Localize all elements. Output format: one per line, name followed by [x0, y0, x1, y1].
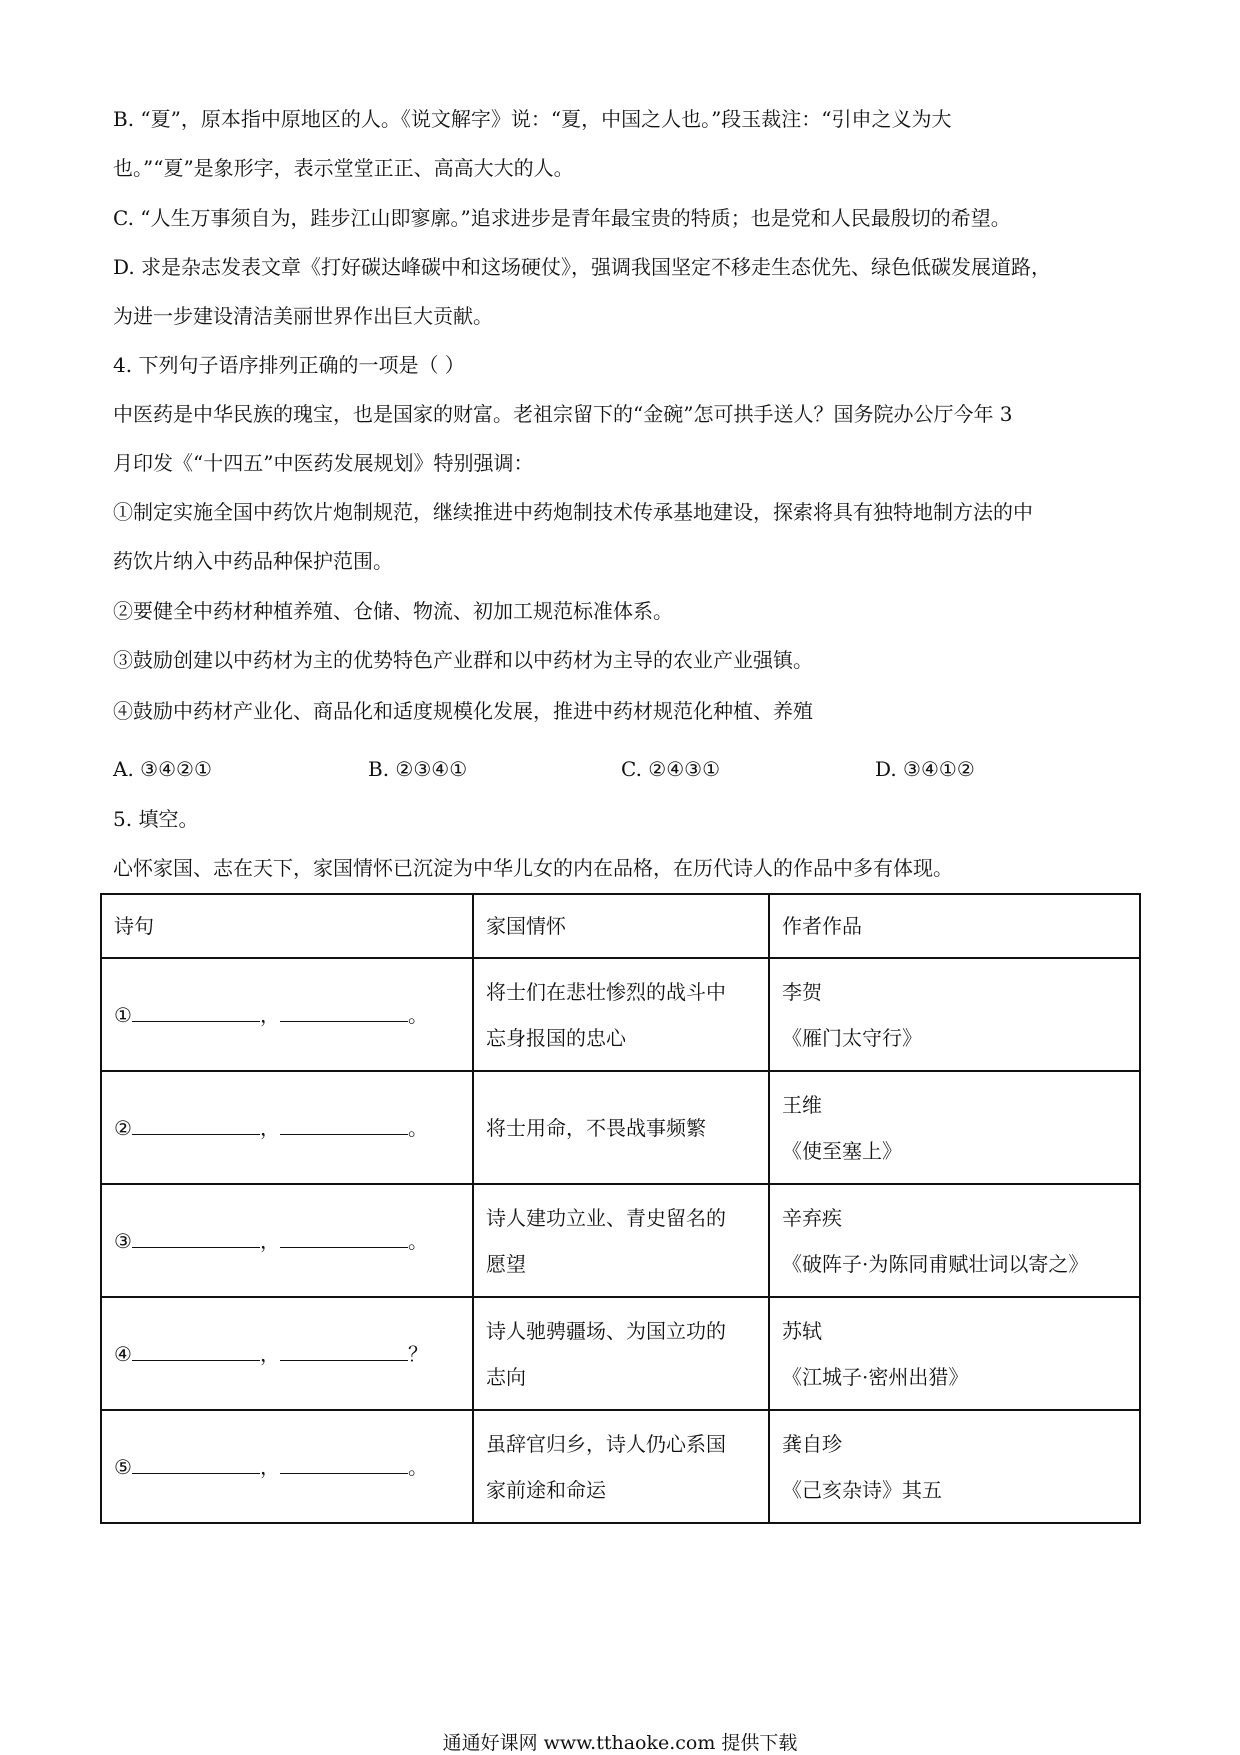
table-row [101, 1184, 1140, 1297]
q4-question: 4. 下列句子语序排列正确的一项是（ ） [113, 353, 465, 377]
sentiment-line1: 将士们在悲壮惨烈的战斗中 [486, 979, 726, 1004]
poem-table [100, 893, 1141, 1524]
separator: ， [259, 1341, 280, 1366]
end-punct: ？ [407, 1341, 428, 1366]
author-work-cell [769, 1410, 1140, 1523]
item-number: ⑤ [114, 1454, 132, 1479]
q4-option-a: A. ③④②① [113, 757, 212, 781]
q4-sentence-1-line2: 药饮片纳入中药品种保护范围。 [113, 549, 393, 573]
answer-blank[interactable] [280, 999, 408, 1022]
fill-in-cell [101, 1410, 473, 1523]
q4-option-d: D. ③④①② [875, 757, 975, 781]
author-work-cell [769, 1297, 1140, 1410]
sentiment-line2: 志向 [486, 1364, 526, 1389]
author-work-cell [769, 1184, 1140, 1297]
work-title: 《己亥杂诗》其五 [782, 1477, 942, 1502]
author-name: 王维 [782, 1092, 822, 1117]
q3-option-d-line1: D. 求是杂志发表文章《打好碳达峰碳中和这场硬仗》，强调我国坚定不移走生态优先、绿色低碳发展道路， [113, 255, 1052, 279]
q4-intro-line2: 月印发《“十四五”中医药发展规划》特别强调： [113, 451, 534, 475]
footer-watermark: 通通好课网 www.tthaoke.com 提供下载 [442, 1732, 798, 1754]
fill-in-cell [101, 1297, 473, 1410]
header-sentiment: 家国情怀 [473, 894, 769, 958]
answer-blank[interactable] [280, 1338, 408, 1361]
sentiment-line2: 家前途和命运 [486, 1477, 606, 1502]
end-punct: 。 [407, 1115, 428, 1140]
answer-blank[interactable] [132, 999, 260, 1022]
end-punct: 。 [407, 1454, 428, 1479]
answer-blank[interactable] [280, 1112, 408, 1135]
table-row [101, 1410, 1140, 1523]
sentiment-cell [473, 1297, 769, 1410]
fill-in-cell [101, 1184, 473, 1297]
q4-sentence-3: ③鼓励创建以中药材为主的优势特色产业群和以中药材为主导的农业产业强镇。 [113, 648, 813, 672]
answer-blank[interactable] [280, 1451, 408, 1474]
author-work-cell [769, 1071, 1140, 1184]
q5-question: 5. 填空。 [113, 807, 199, 831]
sentiment-line1: 诗人驰骋疆场、为国立功的 [486, 1318, 726, 1343]
header-poem-line: 诗句 [101, 894, 473, 958]
answer-blank[interactable] [132, 1225, 260, 1248]
sentiment-line2: 愿望 [486, 1251, 526, 1276]
separator: ， [259, 1454, 280, 1479]
author-name: 苏轼 [782, 1318, 822, 1343]
author-name: 辛弃疾 [782, 1205, 842, 1230]
sentiment-line2: 忘身报国的忠心 [486, 1025, 626, 1050]
item-number: ② [114, 1115, 132, 1140]
fill-in-cell [101, 1071, 473, 1184]
separator: ， [259, 1002, 280, 1027]
table-row [101, 1071, 1140, 1184]
sentiment-line1: 将士用命，不畏战事频繁 [486, 1115, 706, 1140]
separator: ， [259, 1228, 280, 1253]
work-title: 《江城子·密州出猎》 [782, 1364, 969, 1389]
work-title: 《雁门太守行》 [782, 1025, 922, 1050]
sentiment-cell [473, 958, 769, 1071]
author-work-cell [769, 958, 1140, 1071]
q3-option-b-line2: 也。”“夏”是象形字，表示堂堂正正、高高大大的人。 [113, 156, 574, 180]
header-author-work: 作者作品 [769, 894, 1140, 958]
q4-sentence-4: ④鼓励中药材产业化、商品化和适度规模化发展，推进中药材规范化种植、养殖 [113, 699, 813, 723]
sentiment-line1: 诗人建功立业、青史留名的 [486, 1205, 726, 1230]
q3-option-b-line1: B. “夏”，原本指中原地区的人。《说文解字》说：“夏，中国之人也。”段玉裁注：“引申之义为大 [113, 107, 952, 131]
q3-option-d-line2: 为进一步建设清洁美丽世界作出巨大贡献。 [113, 304, 493, 328]
table-header-row [101, 894, 1140, 958]
end-punct: 。 [407, 1228, 428, 1253]
end-punct: 。 [407, 1002, 428, 1027]
answer-blank[interactable] [132, 1451, 260, 1474]
answer-blank[interactable] [132, 1112, 260, 1135]
q4-sentence-1-line1: ①制定实施全国中药饮片炮制规范，继续推进中药炮制技术传承基地建设，探索将具有独特地制方法的中 [113, 500, 1033, 524]
q3-option-c: C. “人生万事须自为，跬步江山即寥廓。”追求进步是青年最宝贵的特质；也是党和人民最殷切的希望。 [113, 206, 1011, 230]
item-number: ④ [114, 1341, 132, 1366]
work-title: 《使至塞上》 [782, 1138, 902, 1163]
item-number: ① [114, 1002, 132, 1027]
table-row [101, 958, 1140, 1071]
q4-sentence-2: ②要健全中药材种植养殖、仓储、物流、初加工规范标准体系。 [113, 599, 673, 623]
q5-intro: 心怀家国、志在天下，家国情怀已沉淀为中华儿女的内在品格，在历代诗人的作品中多有体现。 [113, 856, 953, 880]
q4-option-b: B. ②③④① [368, 757, 468, 781]
sentiment-cell [473, 1184, 769, 1297]
q4-intro-line1: 中医药是中华民族的瑰宝，也是国家的财富。老祖宗留下的“金碗”怎可拱手送人？国务院办公厅今年 3 [113, 402, 1013, 426]
item-number: ③ [114, 1228, 132, 1253]
sentiment-cell [473, 1071, 769, 1184]
answer-blank[interactable] [280, 1225, 408, 1248]
sentiment-cell [473, 1410, 769, 1523]
author-name: 李贺 [782, 979, 822, 1004]
sentiment-line1: 虽辞官归乡，诗人仍心系国 [486, 1431, 726, 1456]
table-row [101, 1297, 1140, 1410]
author-name: 龚自珍 [782, 1431, 842, 1456]
q4-option-c: C. ②④③① [621, 757, 721, 781]
fill-in-cell [101, 958, 473, 1071]
work-title: 《破阵子·为陈同甫赋壮词以寄之》 [782, 1251, 1089, 1276]
answer-blank[interactable] [132, 1338, 260, 1361]
separator: ， [259, 1115, 280, 1140]
